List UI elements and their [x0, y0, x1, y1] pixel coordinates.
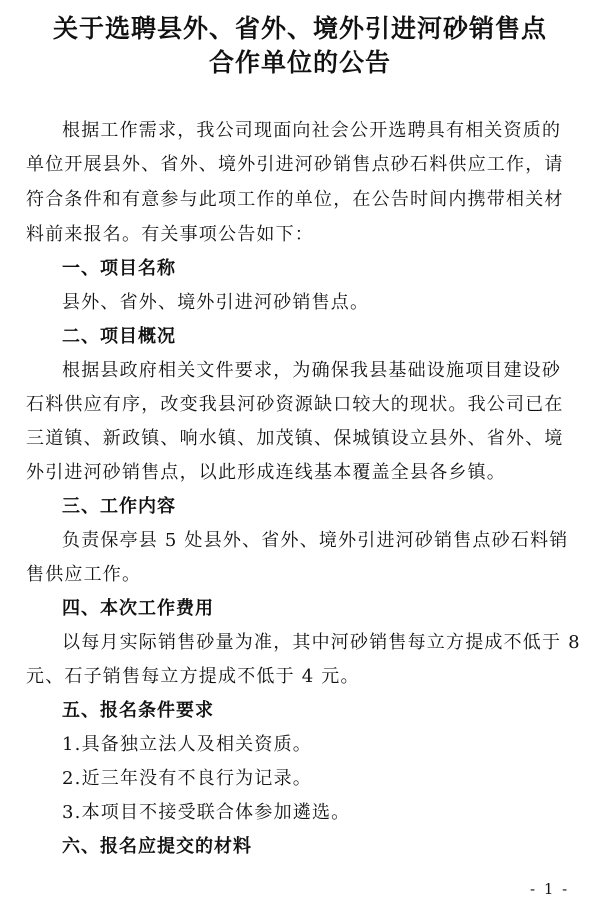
section-3-heading: 三、工作内容: [62, 496, 176, 517]
section-4-line-1: 以每月实际销售砂量为准，其中河砂销售每立方提成不低于 8: [62, 632, 581, 653]
section-3-line-2: 售供应工作。: [26, 564, 142, 585]
section-1-line-1: 县外、省外、境外引进河砂销售点。: [62, 292, 370, 313]
section-4-line-2: 元、石子销售每立方提成不低于 4 元。: [26, 666, 360, 687]
section-2-line-1: 根据县政府相关文件要求，为确保我县基础设施项目建设砂: [62, 360, 562, 381]
section-5-heading: 五、报名条件要求: [62, 700, 214, 721]
section-2-heading: 二、项目概况: [62, 326, 176, 347]
section-3-line-1: 负责保亭县 5 处县外、省外、境外引进河砂销售点砂石料销: [62, 530, 569, 551]
document-title-line-2: 合作单位的公告: [208, 48, 391, 77]
document-title-line-1: 关于选聘县外、省外、境外引进河砂销售点: [52, 14, 547, 43]
section-2-line-4: 外引进河砂销售点，以此形成连线基本覆盖全县各乡镇。: [26, 462, 506, 483]
page-number: - 1 -: [530, 880, 570, 898]
intro-line-1: 根据工作需求，我公司现面向社会公开选聘具有相关资质的: [62, 120, 562, 141]
section-1-heading: 一、项目名称: [62, 258, 176, 279]
section-5-item-2: 2.近三年没有不良行为记录。: [62, 768, 312, 789]
intro-line-3: 符合条件和有意参与此项工作的单位，在公告时间内携带相关材: [26, 189, 564, 210]
section-5-item-1: 1.具备独立法人及相关资质。: [62, 734, 312, 755]
section-5-item-3: 3.本项目不接受联合体参加遴选。: [62, 802, 351, 823]
intro-line-2: 单位开展县外、省外、境外引进河砂销售点砂石料供应工作，请: [26, 154, 564, 175]
intro-line-4: 料前来报名。有关事项公告如下：: [26, 224, 314, 245]
section-2-line-3: 三道镇、新政镇、响水镇、加茂镇、保城镇设立县外、省外、境: [26, 428, 564, 449]
section-4-heading: 四、本次工作费用: [62, 598, 214, 619]
section-6-heading: 六、报名应提交的材料: [62, 836, 252, 857]
section-2-line-2: 石料供应有序，改变我县河砂资源缺口较大的现状。我公司已在: [26, 394, 564, 415]
